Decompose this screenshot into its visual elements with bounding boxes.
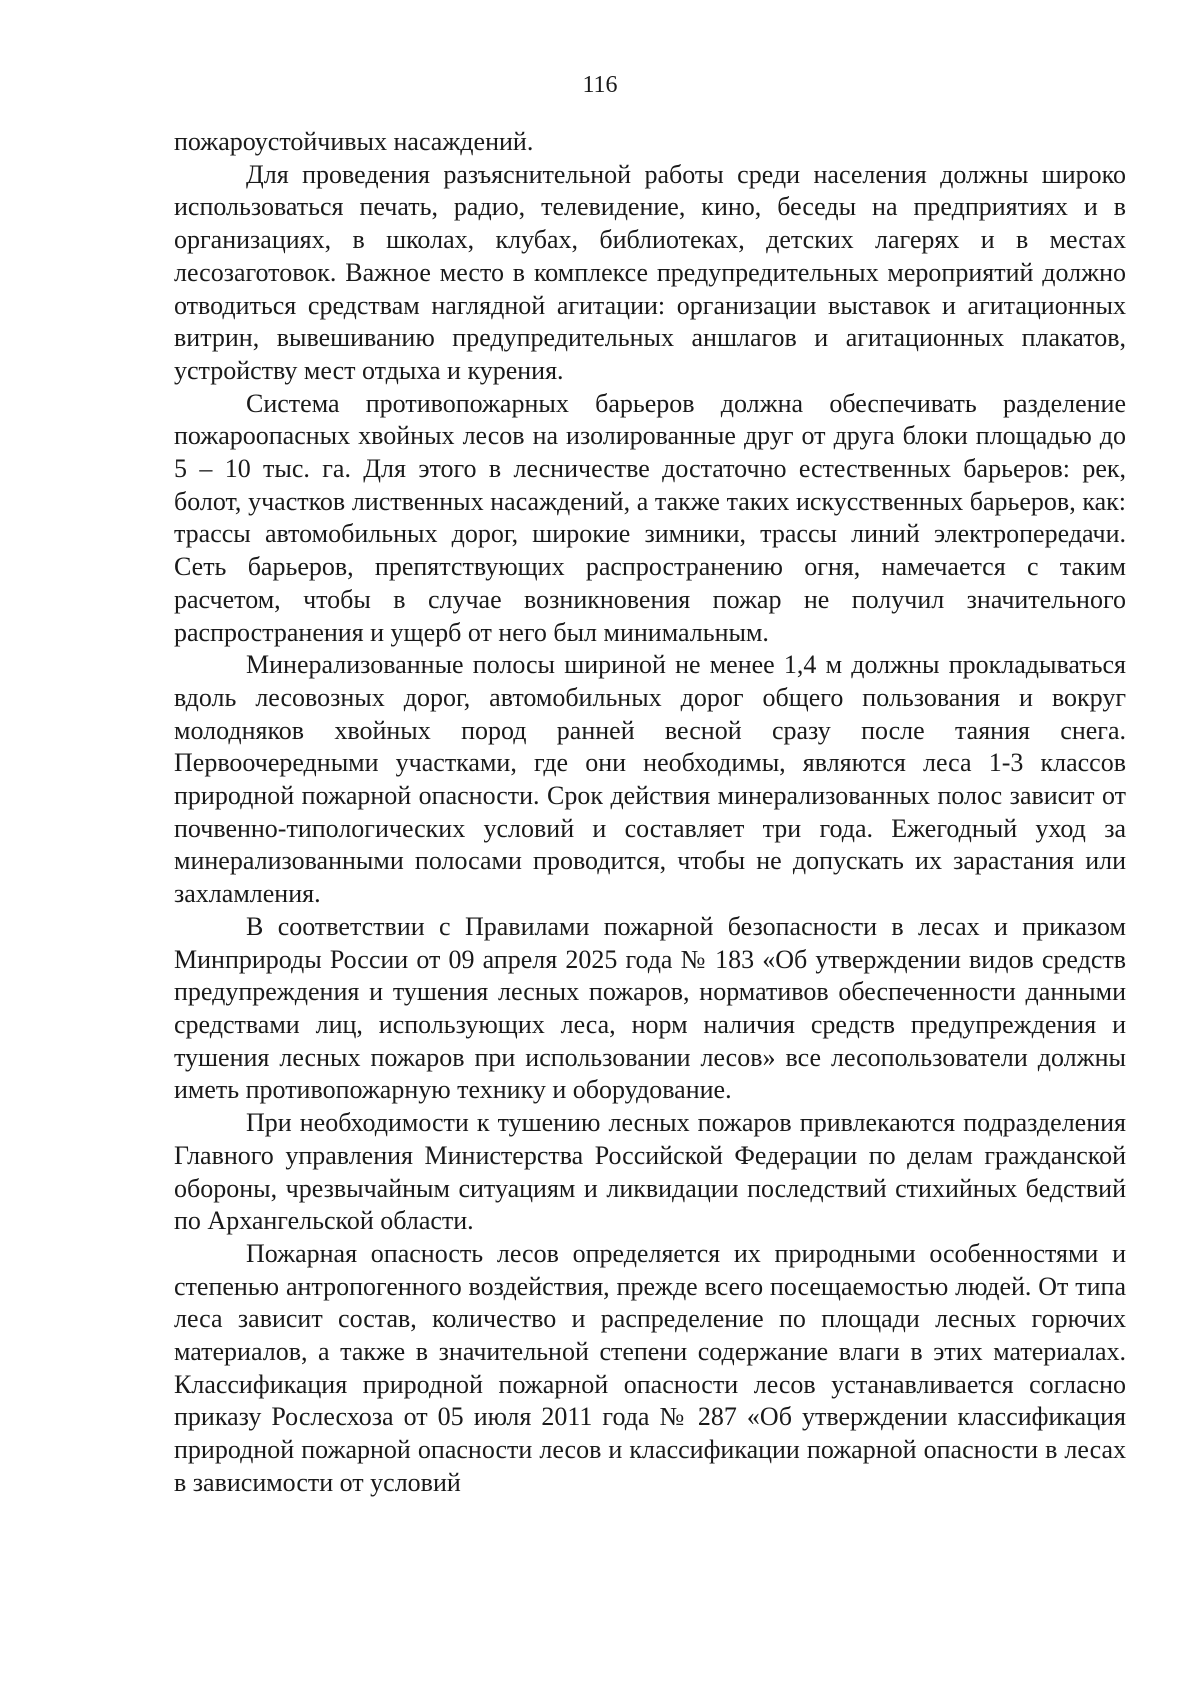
page-number: 116 [582, 72, 618, 98]
paragraph-emergency-services: При необходимости к тушению лесных пожаров привлекаются подразделения Главного управления Министерства Российской Федерации по делам гражданской обороны, чрезвычайным ситуациям и ликвидации последствий стихийных бедствий по Архангельской области. [174, 1108, 1126, 1236]
document-body [174, 126, 1126, 1500]
paragraph-outreach: Для проведения разъяснительной работы среди населения должны широко использоваться печать, радио, телевидение, кино, беседы на предприятиях и в организациях, в школах, клубах, библиотеках, детских лагерях и в местах лесозаготовок. Важное место в комплексе предупредительных мероприятий должно отводиться средствам наглядной агитации: организации выставок и агитационных витрин, вывешиванию предупредительных аншлагов и агитационных плакатов, устройству мест отдыха и курения. [174, 159, 1126, 385]
paragraph-continuation: пожароустойчивых насаждений. [174, 127, 534, 156]
paragraph-mineralized-strips: Минерализованные полосы шириной не менее 1,4 м должны прокладываться вдоль лесовозных дорог, автомобильных дорог общего пользования и вокруг молодняков хвойных пород ранней весной сразу после таяния снега. Первоочередными участками, где они необходимы, являются леса 1-3 классов природной пожарной опасности. Срок действия минерализованных полос зависит от почвенно-типологических условий и составляет три года. Ежегодный уход за минерализованными полосами проводится, чтобы не допускать их зарастания или захламления. [174, 650, 1126, 909]
paragraph-fire-equipment: В соответствии с Правилами пожарной безопасности в лесах и приказом Минприроды России от 09 апреля 2025 года № 183 «Об утверждении видов средств предупреждения и тушения лесных пожаров, нормативов обеспеченности данными средствами лиц, использующих леса, норм наличия средств предупреждения и тушения лесных пожаров при использовании лесов» все лесопользователи должны иметь противопожарную технику и оборудование. [174, 911, 1126, 1105]
paragraph-fire-danger-classification: Пожарная опасность лесов определяется их природными особенностями и степенью антропогенного воздействия, прежде всего посещаемостью людей. От типа леса зависит состав, количество и распределение по площади лесных горючих материалов, а также в значительной степени содержание влаги в этих материалах. Классификация природной пожарной опасности лесов устанавливается согласно приказу Рослесхоза от 05 июля 2011 года № 287 «Об утверждении классификация природной пожарной опасности лесов и классификации пожарной опасности в лесах в зависимости от условий [174, 1238, 1126, 1497]
paragraph-fire-barriers: Система противопожарных барьеров должна обеспечивать разделение пожароопасных хвойных лесов на изолированные друг от друга блоки площадью до 5 – 10 тыс. га. Для этого в лесничестве достаточно естественных барьеров: рек, болот, участков лиственных насаждений, а также таких искусственных барьеров, как: трассы автомобильных дорог, широкие зимники, трассы линий электропередачи. Сеть барьеров, препятствующих распространению огня, намечается с таким расчетом, чтобы в случае возникновения пожар не получил значительного распространения и ущерб от него был минимальным. [174, 388, 1126, 647]
